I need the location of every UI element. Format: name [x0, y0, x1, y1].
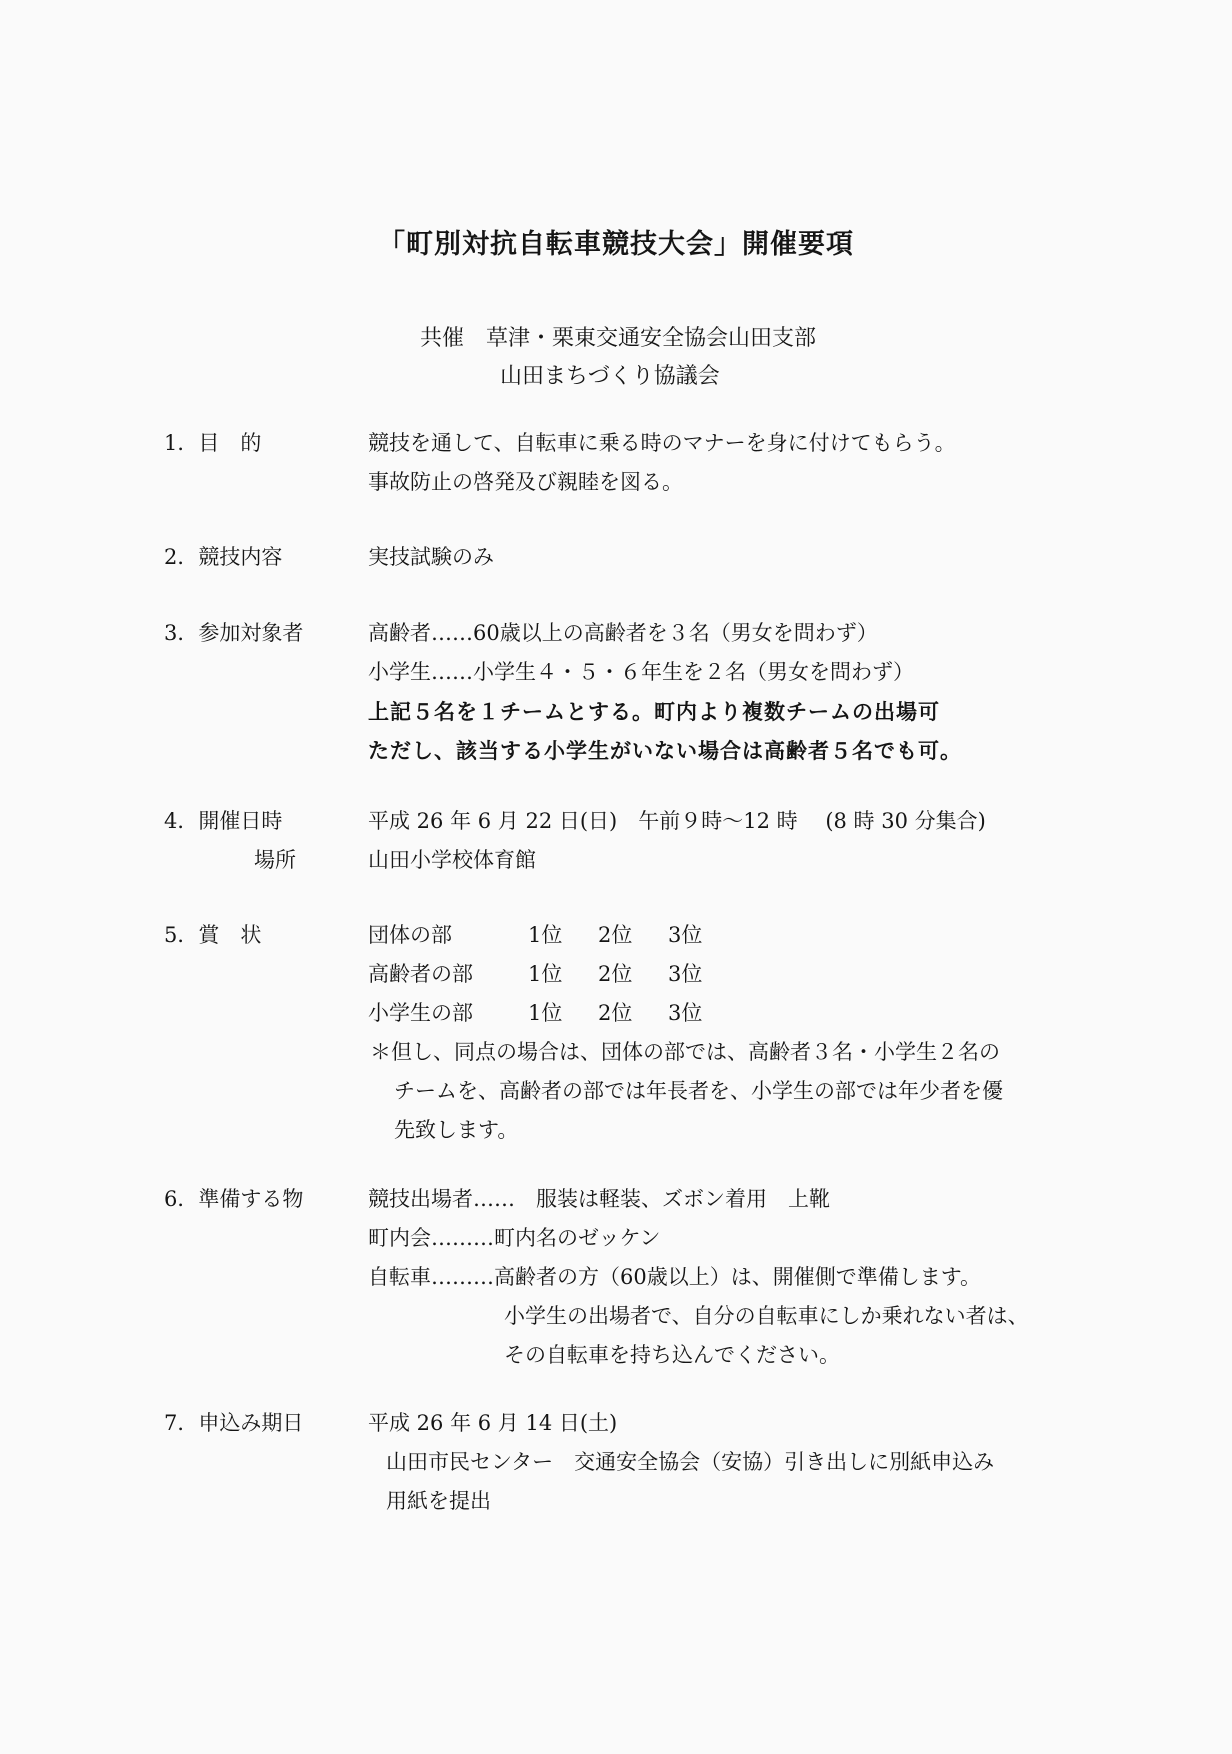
award-note [370, 1033, 1228, 1150]
award-note-line: ＊但し、同点の場合は、団体の部では、高齢者３名・小学生２名の [370, 1040, 1000, 1064]
participants-line: 小学生……小学生４・５・６年生を２名（男女を問わず） [368, 660, 914, 684]
section-heading: 2．競技内容 [164, 545, 283, 569]
purpose-line: 事故防止の啓発及び親睦を図る。 [368, 470, 683, 494]
content-line: 実技試験のみ [368, 545, 494, 569]
cohost-label: 共催 [420, 326, 465, 351]
deadline-line: 山田市民センター 交通安全協会（安協）引き出しに別紙申込み [386, 1450, 995, 1474]
deadline-line: 用紙を提出 [386, 1489, 491, 1513]
award-category: 高齢者の部 [368, 962, 473, 986]
place-subheading: 場所 [254, 848, 296, 872]
award-note-line: 先致します。 [394, 1118, 519, 1142]
participants-line: 高齢者……60歳以上の高齢者を３名（男女を問わず） [368, 621, 878, 645]
award-category: 団体の部 [368, 923, 452, 947]
award-rank: 1位 [528, 1001, 563, 1025]
award-rank: 3位 [668, 962, 703, 986]
section-heading: 5．賞 状 [164, 923, 262, 947]
items-line: 自転車………高齢者の方（60歳以上）は、開催側で準備します。 [368, 1265, 982, 1289]
items-line: 町内会………町内名のゼッケン [368, 1226, 661, 1250]
cohost-org-2: 山田まちづくり協議会 [500, 364, 720, 389]
purpose-line: 競技を通して、自転車に乗る時のマナーを身に付けてもらう。 [368, 431, 956, 455]
award-rank: 2位 [598, 962, 633, 986]
award-rank: 1位 [528, 923, 563, 947]
section-heading: 6．準備する物 [164, 1187, 304, 1211]
section-heading: 4．開催日時 [164, 809, 283, 833]
award-rank: 2位 [598, 1001, 633, 1025]
participants-rule: 上記５名を１チームとする。町内より複数チームの出場可 [368, 699, 940, 724]
items-continuation: その自転車を持ち込んでください。 [504, 1343, 840, 1367]
award-row [368, 994, 1228, 1033]
section-heading: 1．目 的 [164, 431, 262, 455]
award-rank: 3位 [668, 1001, 703, 1025]
award-row [368, 916, 1228, 955]
items-line: 競技出場者…… 服装は軽装、ズボン着用 上靴 [368, 1187, 830, 1211]
cohost-block [420, 320, 816, 396]
award-category: 小学生の部 [368, 1001, 473, 1025]
participants-rule: ただし、該当する小学生がいない場合は高齢者５名でも可。 [368, 738, 962, 763]
items-continuation: 小学生の出場者で、自分の自転車にしか乗れない者は、 [504, 1304, 1029, 1328]
section-heading: 7．申込み期日 [164, 1411, 304, 1435]
award-rank: 1位 [528, 962, 563, 986]
event-date: 平成 26 年 6 月 22 日(日) 午前９時～12 時 (8 時 30 分集合) [368, 809, 986, 833]
award-rank: 2位 [598, 923, 633, 947]
document-title: 「町別対抗自転車競技大会」開催要項 [378, 229, 854, 260]
award-row [368, 955, 1228, 994]
section-heading: 3．参加対象者 [164, 621, 304, 645]
event-place: 山田小学校体育館 [368, 848, 536, 872]
deadline-date: 平成 26 年 6 月 14 日(土) [368, 1411, 618, 1435]
cohost-org-1: 草津・栗東交通安全協会山田支部 [486, 326, 817, 351]
award-rank: 3位 [668, 923, 703, 947]
award-note-line: チームを、高齢者の部では年長者を、小学生の部では年少者を優 [394, 1079, 1003, 1103]
